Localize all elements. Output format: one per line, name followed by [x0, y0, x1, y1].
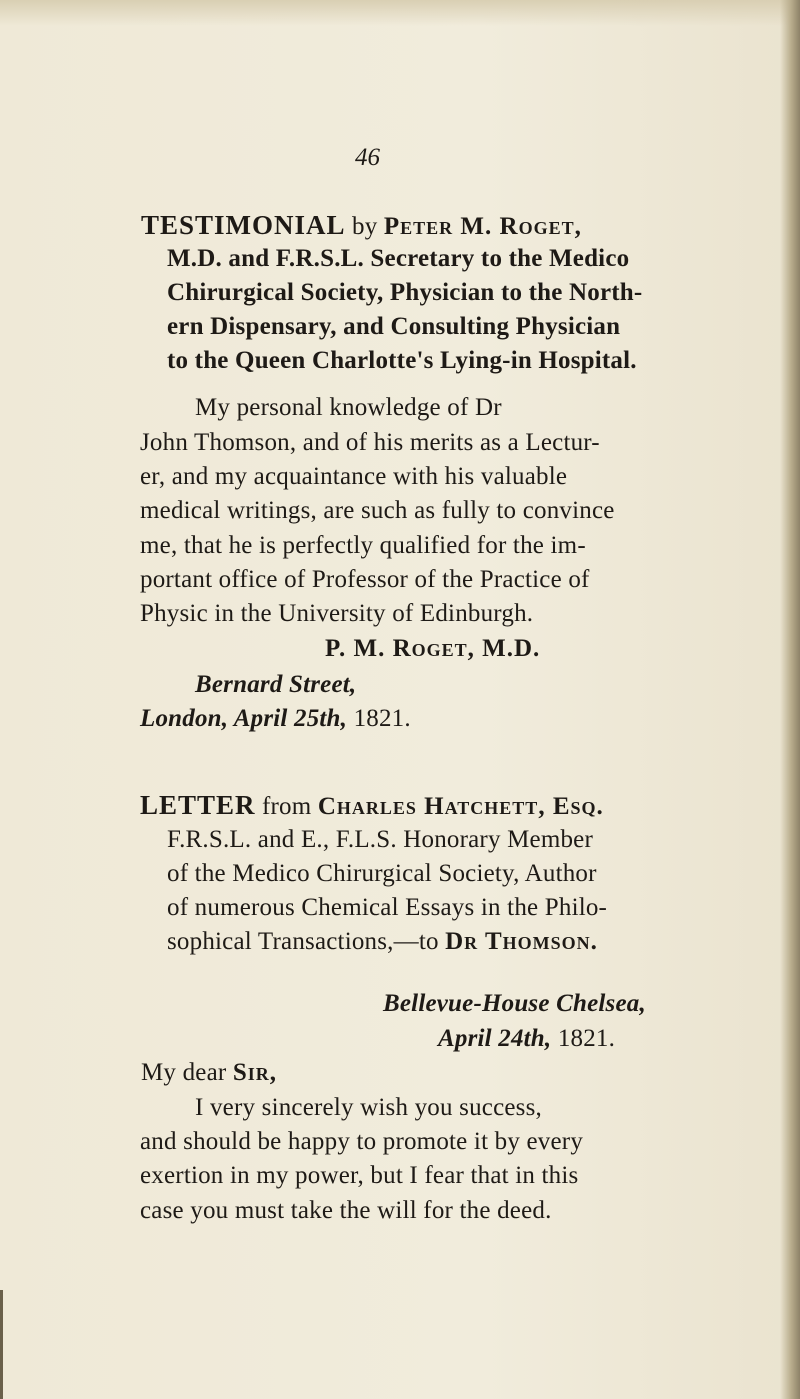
letter-author: Charles Hatchett, Esq. — [317, 793, 604, 820]
testimonial-body-line-3: er, and my acquaintance with his valuable — [140, 463, 568, 490]
letter-credentials-line-1: F.R.S.L. and E., F.L.S. Honorary Member — [167, 826, 593, 853]
letter-body-line-3: exertion in my power, but I fear that in this — [140, 1162, 579, 1189]
testimonial-author: Peter M. Roget, — [383, 213, 582, 240]
testimonial-heading-line — [141, 210, 582, 242]
letter-date: April 24th, — [438, 1025, 552, 1052]
testimonial-year: 1821. — [353, 705, 411, 732]
testimonial-credentials-line-3: ern Dispensary, and Consulting Physician — [167, 313, 621, 340]
page-edge-mark — [0, 1290, 3, 1399]
letter-heading: LETTER — [140, 790, 256, 820]
letter-salutation-prefix: My dear — [141, 1059, 227, 1086]
page-top-shadow — [0, 0, 800, 26]
letter-credentials-line-2: of the Medico Chirurgical Society, Author — [167, 860, 597, 887]
testimonial-credentials-line-4: to the Queen Charlotte's Lying-in Hospital. — [167, 347, 637, 374]
testimonial-body-line-2: John Thomson, and of his merits as a Lectur- — [140, 429, 600, 456]
letter-credentials-line-3: of numerous Chemical Essays in the Philo- — [167, 894, 608, 921]
letter-credentials-text: sophical Transactions,—to — [167, 928, 439, 955]
testimonial-date-line — [140, 704, 411, 734]
letter-body-line-2: and should be happy to promote it by every — [140, 1128, 584, 1155]
testimonial-credentials-line-1: M.D. and F.R.S.L. Secretary to the Medico — [167, 245, 630, 272]
testimonial-body-line-5: me, that he is perfectly qualified for the im- — [140, 532, 586, 559]
letter-body-line-4: case you must take the will for the deed. — [140, 1197, 552, 1224]
letter-salutation-name: Sir, — [232, 1059, 278, 1086]
letter-recipient: Dr Thomson. — [445, 928, 598, 955]
letter-body-line-1: I very sincerely wish you success, — [195, 1094, 542, 1121]
letter-credentials-line-4 — [167, 927, 598, 957]
testimonial-body-line-6: portant office of Professor of the Practice of — [140, 566, 590, 593]
testimonial-body-line-7: Physic in the University of Edinburgh. — [140, 600, 534, 627]
testimonial-body-line-1: My personal knowledge of Dr — [195, 394, 502, 421]
testimonial-address: Bernard Street, — [195, 671, 357, 698]
letter-from: from — [262, 793, 312, 820]
letter-date-line — [438, 1024, 615, 1054]
testimonial-heading: TESTIMONIAL — [141, 210, 346, 240]
page-binding-edge — [780, 0, 800, 1399]
letter-year: 1821. — [557, 1025, 616, 1052]
letter-place: Bellevue-House Chelsea, — [383, 990, 646, 1017]
testimonial-by: by — [352, 213, 378, 240]
testimonial-body-line-4: medical writings, are such as fully to convince — [140, 497, 615, 524]
page-number: 46 — [355, 144, 380, 171]
testimonial-date-place: London, April 25th, — [140, 705, 348, 732]
letter-salutation — [141, 1058, 277, 1088]
testimonial-signature: P. M. Roget, M.D. — [325, 635, 541, 662]
testimonial-credentials-line-2: Chirurgical Society, Physician to the North- — [167, 279, 643, 306]
letter-heading-line — [140, 790, 604, 822]
